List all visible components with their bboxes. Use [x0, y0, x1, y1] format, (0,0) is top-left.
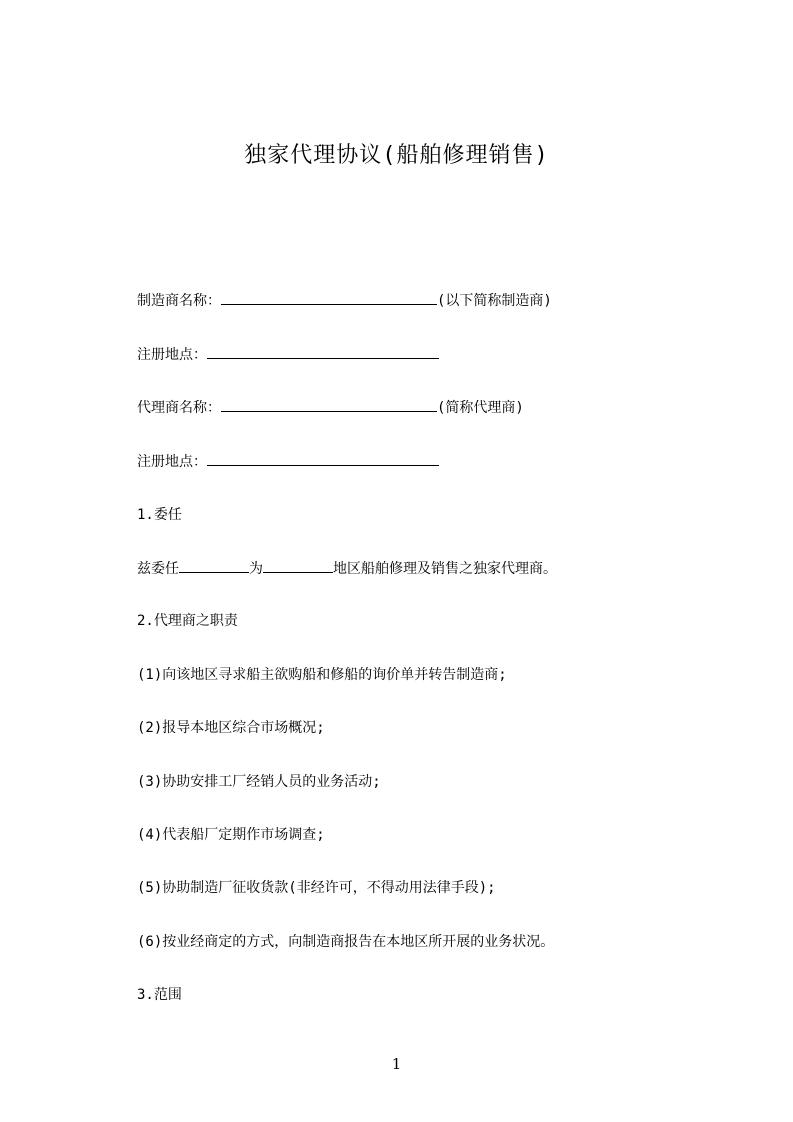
duty-item-1: (1)向该地区寻求船主欲购船和修船的询价单并转告制造商;	[137, 667, 507, 683]
agent-name-label: 代理商名称：	[137, 400, 221, 416]
appointment-text-1: 兹委任	[137, 561, 179, 577]
agent-registered-blank	[207, 451, 439, 466]
duty-item-4: (4)代表船厂定期作市场调查;	[137, 827, 325, 843]
manufacturer-name-line	[137, 290, 552, 311]
duty-item-2: (2)报导本地区综合市场概况;	[137, 720, 325, 736]
duty-item-5: (5)协助制造厂征收货款(非经许可，不得动用法律手段);	[137, 880, 496, 896]
manufacturer-name-blank	[221, 290, 437, 305]
agent-name-suffix: (简称代理商)	[437, 400, 524, 416]
manufacturer-registered-line	[137, 344, 439, 365]
section-heading-2: 2.代理商之职责	[137, 613, 238, 629]
region-blank	[263, 558, 333, 573]
appointment-line	[137, 558, 557, 579]
section-heading-3: 3.范围	[137, 987, 182, 1003]
section-heading-1: 1.委任	[137, 507, 182, 523]
agent-name-blank	[221, 397, 437, 412]
manufacturer-registered-label: 注册地点：	[137, 347, 207, 363]
document-title: 独家代理协议(船舶修理销售)	[244, 143, 549, 168]
manufacturer-name-suffix: (以下简称制造商)	[437, 293, 552, 309]
appointee-blank	[179, 558, 249, 573]
agent-registered-label: 注册地点：	[137, 454, 207, 470]
manufacturer-name-label: 制造商名称：	[137, 293, 221, 309]
manufacturer-registered-blank	[207, 344, 439, 359]
page-number: 1	[391, 1055, 402, 1073]
appointment-text-2: 为	[249, 561, 263, 577]
appointment-text-3: 地区船舶修理及销售之独家代理商。	[333, 561, 557, 577]
agent-registered-line	[137, 451, 439, 472]
duty-item-3: (3)协助安排工厂经销人员的业务活动;	[137, 774, 381, 790]
duty-item-6: (6)按业经商定的方式，向制造商报告在本地区所开展的业务状况。	[137, 934, 555, 950]
agent-name-line	[137, 397, 524, 418]
